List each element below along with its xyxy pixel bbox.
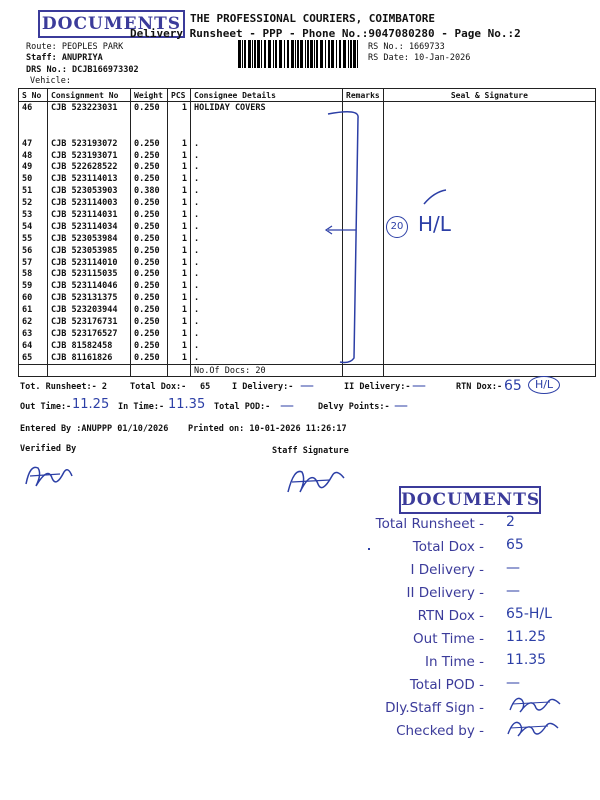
printed-on: Printed on: 10-01-2026 11:26:17 (188, 424, 347, 434)
cell-cno: CJB 523114046 (48, 280, 131, 292)
tot-runsheet: Tot. Runsheet:- 2 (20, 382, 107, 392)
cell-sno: 64 (19, 340, 48, 352)
stamp-dot (368, 548, 370, 550)
stamp-line-value: — (506, 560, 520, 576)
stamp-line-label: RTN Dox - (417, 608, 484, 624)
cell-wt: 0.250 (131, 197, 168, 209)
cell-sno (19, 126, 48, 138)
cell-empty (131, 364, 168, 377)
cell-cno (48, 126, 131, 138)
dly-staff-signature (506, 692, 566, 716)
out-time-label: Out Time:- (20, 402, 72, 412)
cell-cno: CJB 523193071 (48, 150, 131, 162)
cell-cno: CJB 523114013 (48, 173, 131, 185)
barcode-bar (273, 40, 274, 68)
rs-no: RS No.: 1669733 (368, 42, 445, 52)
cell-wt: 0.250 (131, 304, 168, 316)
col-sno: S No (19, 89, 48, 102)
stamp-line-label: I Delivery - (410, 562, 484, 578)
barcode-bar (316, 40, 318, 68)
stamp-line-label: Total Dox - (412, 539, 484, 555)
cell-seal (383, 280, 595, 292)
barcode-bar (310, 40, 313, 68)
delvy-points-label: Delvy Points:- (318, 402, 390, 412)
staff: Staff: ANUPRIYA (26, 53, 103, 63)
cell-details: . (191, 280, 343, 292)
stamp-line-label: Dly.Staff Sign - (385, 700, 484, 716)
cell-seal (383, 268, 595, 280)
cell-details: . (191, 245, 343, 257)
cell-sno: 61 (19, 304, 48, 316)
cell-seal (383, 126, 595, 138)
staff-signature-label: Staff Signature (272, 446, 349, 456)
cell-wt: 0.250 (131, 245, 168, 257)
table-row (19, 257, 596, 269)
stamp-line-value: 2 (506, 514, 515, 530)
barcode-bar (284, 40, 285, 68)
cell-seal (383, 328, 595, 340)
cell-cno: CJB 522628522 (48, 161, 131, 173)
cell-empty (383, 364, 595, 377)
cell-pcs: 1 (168, 268, 191, 280)
cell-details: . (191, 161, 343, 173)
barcode-bar (300, 40, 303, 68)
cell-sno: 46 (19, 102, 48, 114)
cell-pcs: 1 (168, 102, 191, 114)
cell-seal (383, 233, 595, 245)
barcode-bar (268, 40, 271, 68)
col-weight: Weight (131, 89, 168, 102)
cell-cno: CJB 81582458 (48, 340, 131, 352)
stamp-line-label: Checked by - (396, 723, 484, 739)
barcode-bar (307, 40, 309, 68)
stamp-line-value: 65-H/L (506, 606, 552, 622)
cell-empty (48, 364, 131, 377)
cell-sno: 55 (19, 233, 48, 245)
barcode-bar (248, 40, 251, 68)
stamp-line-value: 65 (506, 537, 524, 553)
cell-cno: CJB 523053984 (48, 233, 131, 245)
cell-pcs: 1 (168, 280, 191, 292)
cell-cno: CJB 523193072 (48, 138, 131, 150)
cell-wt: 0.250 (131, 150, 168, 162)
cell-pcs: 1 (168, 292, 191, 304)
cell-pcs: 1 (168, 328, 191, 340)
entered-by: Entered By :ANUPPP 01/10/2026 (20, 424, 169, 434)
rtn-dox-hl-circle: H/L (528, 376, 560, 394)
cell-details: . (191, 233, 343, 245)
cell-cno: CJB 523203944 (48, 304, 131, 316)
cell-seal (383, 245, 595, 257)
cell-details: . (191, 304, 343, 316)
cell-pcs: 1 (168, 209, 191, 221)
cell-seal (383, 292, 595, 304)
barcode (238, 40, 362, 68)
table-row (19, 340, 596, 352)
table-footer-row (19, 364, 596, 377)
table-row (19, 209, 596, 221)
drs-no: DRS No.: DCJB166973302 (26, 65, 139, 75)
table-row (19, 268, 596, 280)
staff-signature (282, 462, 352, 500)
ii-delivery-dash: — (412, 378, 426, 394)
cell-wt: 0.250 (131, 233, 168, 245)
cell-details: . (191, 292, 343, 304)
total-dox-label: Total Dox:- (130, 382, 187, 392)
barcode-bar (295, 40, 296, 68)
cell-pcs: 1 (168, 304, 191, 316)
ii-delivery-label: II Delivery:- (344, 382, 411, 392)
table-row (19, 280, 596, 292)
col-consignment: Consignment No (48, 89, 131, 102)
cell-seal (383, 138, 595, 150)
barcode-bar (339, 40, 341, 68)
cell-wt (131, 114, 168, 126)
cell-seal (383, 197, 595, 209)
cell-wt: 0.250 (131, 268, 168, 280)
cell-wt: 0.250 (131, 257, 168, 269)
table-row (19, 197, 596, 209)
cell-cno (48, 114, 131, 126)
col-pcs: PCS (168, 89, 191, 102)
barcode-bar (331, 40, 334, 68)
cell-sno: 47 (19, 138, 48, 150)
no-of-docs: No.Of Docs: 20 (191, 364, 343, 377)
cell-empty (168, 364, 191, 377)
cell-seal (383, 221, 595, 233)
delvy-points-dash: — (394, 398, 408, 414)
i-delivery-label: I Delivery:- (232, 382, 294, 392)
barcode-bar (348, 40, 349, 68)
cell-details: . (191, 150, 343, 162)
stamp-line-label: Total Runsheet - (375, 516, 484, 532)
cell-cno: CJB 523114034 (48, 221, 131, 233)
stamp-line-label: II Delivery - (406, 585, 484, 601)
documents-stamp: DOCUMENTS (38, 10, 185, 38)
cell-pcs: 1 (168, 173, 191, 185)
cell-pcs: 1 (168, 245, 191, 257)
barcode-bar (353, 40, 356, 68)
barcode-bar (264, 40, 266, 68)
cell-pcs: 1 (168, 138, 191, 150)
cell-cno: CJB 81161826 (48, 352, 131, 364)
cell-seal (383, 340, 595, 352)
barcode-bar (336, 40, 337, 68)
runsheet-table (18, 88, 596, 377)
route: Route: PEOPLES PARK (26, 42, 124, 52)
cell-wt: 0.250 (131, 316, 168, 328)
cell-details: . (191, 173, 343, 185)
cell-wt: 0.250 (131, 221, 168, 233)
cell-sno: 54 (19, 221, 48, 233)
cell-seal (383, 161, 595, 173)
cell-wt: 0.250 (131, 161, 168, 173)
cell-pcs: 1 (168, 257, 191, 269)
table-row (19, 292, 596, 304)
barcode-bar (242, 40, 243, 68)
barcode-bar (350, 40, 352, 68)
cell-wt: 0.250 (131, 292, 168, 304)
cell-details: . (191, 209, 343, 221)
rtn-dox-label: RTN Dox:- (456, 382, 503, 392)
cell-details: HOLIDAY COVERS (191, 102, 343, 114)
cell-details: . (191, 268, 343, 280)
cell-sno: 52 (19, 197, 48, 209)
cell-seal (383, 150, 595, 162)
cell-sno: 63 (19, 328, 48, 340)
cell-pcs: 1 (168, 185, 191, 197)
hl-tick (420, 188, 450, 208)
cell-seal (383, 209, 595, 221)
cell-details: . (191, 352, 343, 364)
cell-seal (383, 257, 595, 269)
table-row (19, 233, 596, 245)
hl-note: H/L (418, 212, 451, 236)
cell-cno: CJB 523114031 (48, 209, 131, 221)
table-header-row (19, 89, 596, 102)
table-row (19, 102, 596, 114)
table-row (19, 245, 596, 257)
col-consignee: Consignee Details (191, 89, 343, 102)
cell-details: . (191, 328, 343, 340)
verified-signature (20, 458, 80, 494)
remarks-count-circle: 20 (386, 216, 408, 238)
cell-seal (383, 185, 595, 197)
cell-details: . (191, 221, 343, 233)
table-row (19, 352, 596, 364)
cell-pcs (168, 114, 191, 126)
cell-pcs: 1 (168, 221, 191, 233)
barcode-bar (275, 40, 277, 68)
barcode-bar (252, 40, 253, 68)
table-row (19, 173, 596, 185)
barcode-bar (325, 40, 326, 68)
cell-seal (383, 316, 595, 328)
cell-details: . (191, 185, 343, 197)
cell-wt: 0.250 (131, 138, 168, 150)
cell-cno: CJB 523176731 (48, 316, 131, 328)
col-seal-signature: Seal & Signature (383, 89, 595, 102)
barcode-bar (254, 40, 256, 68)
barcode-bar (320, 40, 323, 68)
barcode-bar (314, 40, 315, 68)
documents-stamp-2: DOCUMENTS (399, 486, 541, 514)
cell-wt: 0.250 (131, 328, 168, 340)
cell-cno: CJB 523053903 (48, 185, 131, 197)
cell-details: . (191, 138, 343, 150)
stamp-line-value: — (506, 583, 520, 599)
barcode-bar (291, 40, 294, 68)
cell-sno: 62 (19, 316, 48, 328)
barcode-bar (261, 40, 262, 68)
cell-cno: CJB 523114003 (48, 197, 131, 209)
cell-wt: 0.380 (131, 185, 168, 197)
table-row (19, 161, 596, 173)
cell-pcs: 1 (168, 316, 191, 328)
barcode-bar (287, 40, 289, 68)
cell-pcs: 1 (168, 340, 191, 352)
vehicle: Vehicle: (30, 76, 71, 86)
cell-cno: CJB 523114010 (48, 257, 131, 269)
cell-details: . (191, 316, 343, 328)
cell-pcs (168, 126, 191, 138)
cell-details: . (191, 257, 343, 269)
checked-by-signature (504, 716, 564, 740)
cell-pcs: 1 (168, 233, 191, 245)
table-row (19, 150, 596, 162)
table-row (19, 328, 596, 340)
cell-sno: 49 (19, 161, 48, 173)
cell-pcs: 1 (168, 150, 191, 162)
cell-cno: CJB 523131375 (48, 292, 131, 304)
cell-cno: CJB 523223031 (48, 102, 131, 114)
stamp-line-value: 11.35 (506, 652, 547, 668)
cell-cno: CJB 523176527 (48, 328, 131, 340)
barcode-bar (328, 40, 330, 68)
col-remarks: Remarks (343, 89, 384, 102)
barcode-bar (279, 40, 282, 68)
cell-cno: CJB 523115035 (48, 268, 131, 280)
cell-sno (19, 114, 48, 126)
rs-date: RS Date: 10-Jan-2026 (368, 53, 471, 63)
in-time-value: 11.35 (168, 397, 206, 412)
cell-details: . (191, 340, 343, 352)
out-time-value: 11.25 (72, 397, 110, 412)
i-delivery-dash: — (300, 378, 314, 394)
stamp-line-value: — (506, 675, 520, 691)
total-pod-label: Total POD:- (214, 402, 271, 412)
barcode-bar (244, 40, 246, 68)
cell-wt: 0.250 (131, 340, 168, 352)
table-row (19, 316, 596, 328)
barcode-bar (343, 40, 346, 68)
barcode-bar (297, 40, 299, 68)
cell-sno: 48 (19, 150, 48, 162)
table-row (19, 304, 596, 316)
cell-pcs: 1 (168, 161, 191, 173)
cell-wt: 0.250 (131, 280, 168, 292)
cell-seal (383, 304, 595, 316)
cell-sno: 56 (19, 245, 48, 257)
in-time-label: In Time:- (118, 402, 165, 412)
cell-seal (383, 352, 595, 364)
cell-sno: 65 (19, 352, 48, 364)
table-row (19, 138, 596, 150)
cell-details: . (191, 197, 343, 209)
barcode-bar (357, 40, 358, 68)
bracket-mark (320, 108, 390, 368)
barcode-bar (257, 40, 260, 68)
cell-empty (19, 364, 48, 377)
runsheet-title: Delivery Runsheet - PPP - Phone No.:9047080280 - Page No.:2 (130, 27, 521, 40)
cell-seal (383, 114, 595, 126)
cell-cno: CJB 523053985 (48, 245, 131, 257)
stamp-line-label: Out Time - (413, 631, 484, 647)
cell-wt: 0.250 (131, 352, 168, 364)
cell-sno: 58 (19, 268, 48, 280)
stamp-line-label: In Time - (424, 654, 484, 670)
cell-wt: 0.250 (131, 173, 168, 185)
table-row (19, 114, 596, 126)
total-pod-dash: — (280, 398, 294, 414)
cell-pcs: 1 (168, 352, 191, 364)
cell-seal (383, 173, 595, 185)
stamp-line-label: Total POD - (409, 677, 484, 693)
cell-sno: 60 (19, 292, 48, 304)
company-name: THE PROFESSIONAL COURIERS, COIMBATORE (190, 12, 436, 25)
cell-sno: 50 (19, 173, 48, 185)
cell-wt (131, 126, 168, 138)
cell-sno: 53 (19, 209, 48, 221)
cell-pcs: 1 (168, 197, 191, 209)
table-row (19, 126, 596, 138)
total-dox-value: 65 (200, 382, 211, 392)
cell-sno: 57 (19, 257, 48, 269)
cell-sno: 59 (19, 280, 48, 292)
cell-sno: 51 (19, 185, 48, 197)
table-row (19, 221, 596, 233)
verified-by-label: Verified By (20, 444, 77, 454)
cell-wt: 0.250 (131, 102, 168, 114)
cell-seal (383, 102, 595, 114)
table-row (19, 185, 596, 197)
barcode-bar (238, 40, 241, 68)
stamp-line-value: 11.25 (506, 629, 547, 645)
barcode-bar (305, 40, 306, 68)
rtn-dox-value: 65 (504, 378, 522, 394)
cell-wt: 0.250 (131, 209, 168, 221)
